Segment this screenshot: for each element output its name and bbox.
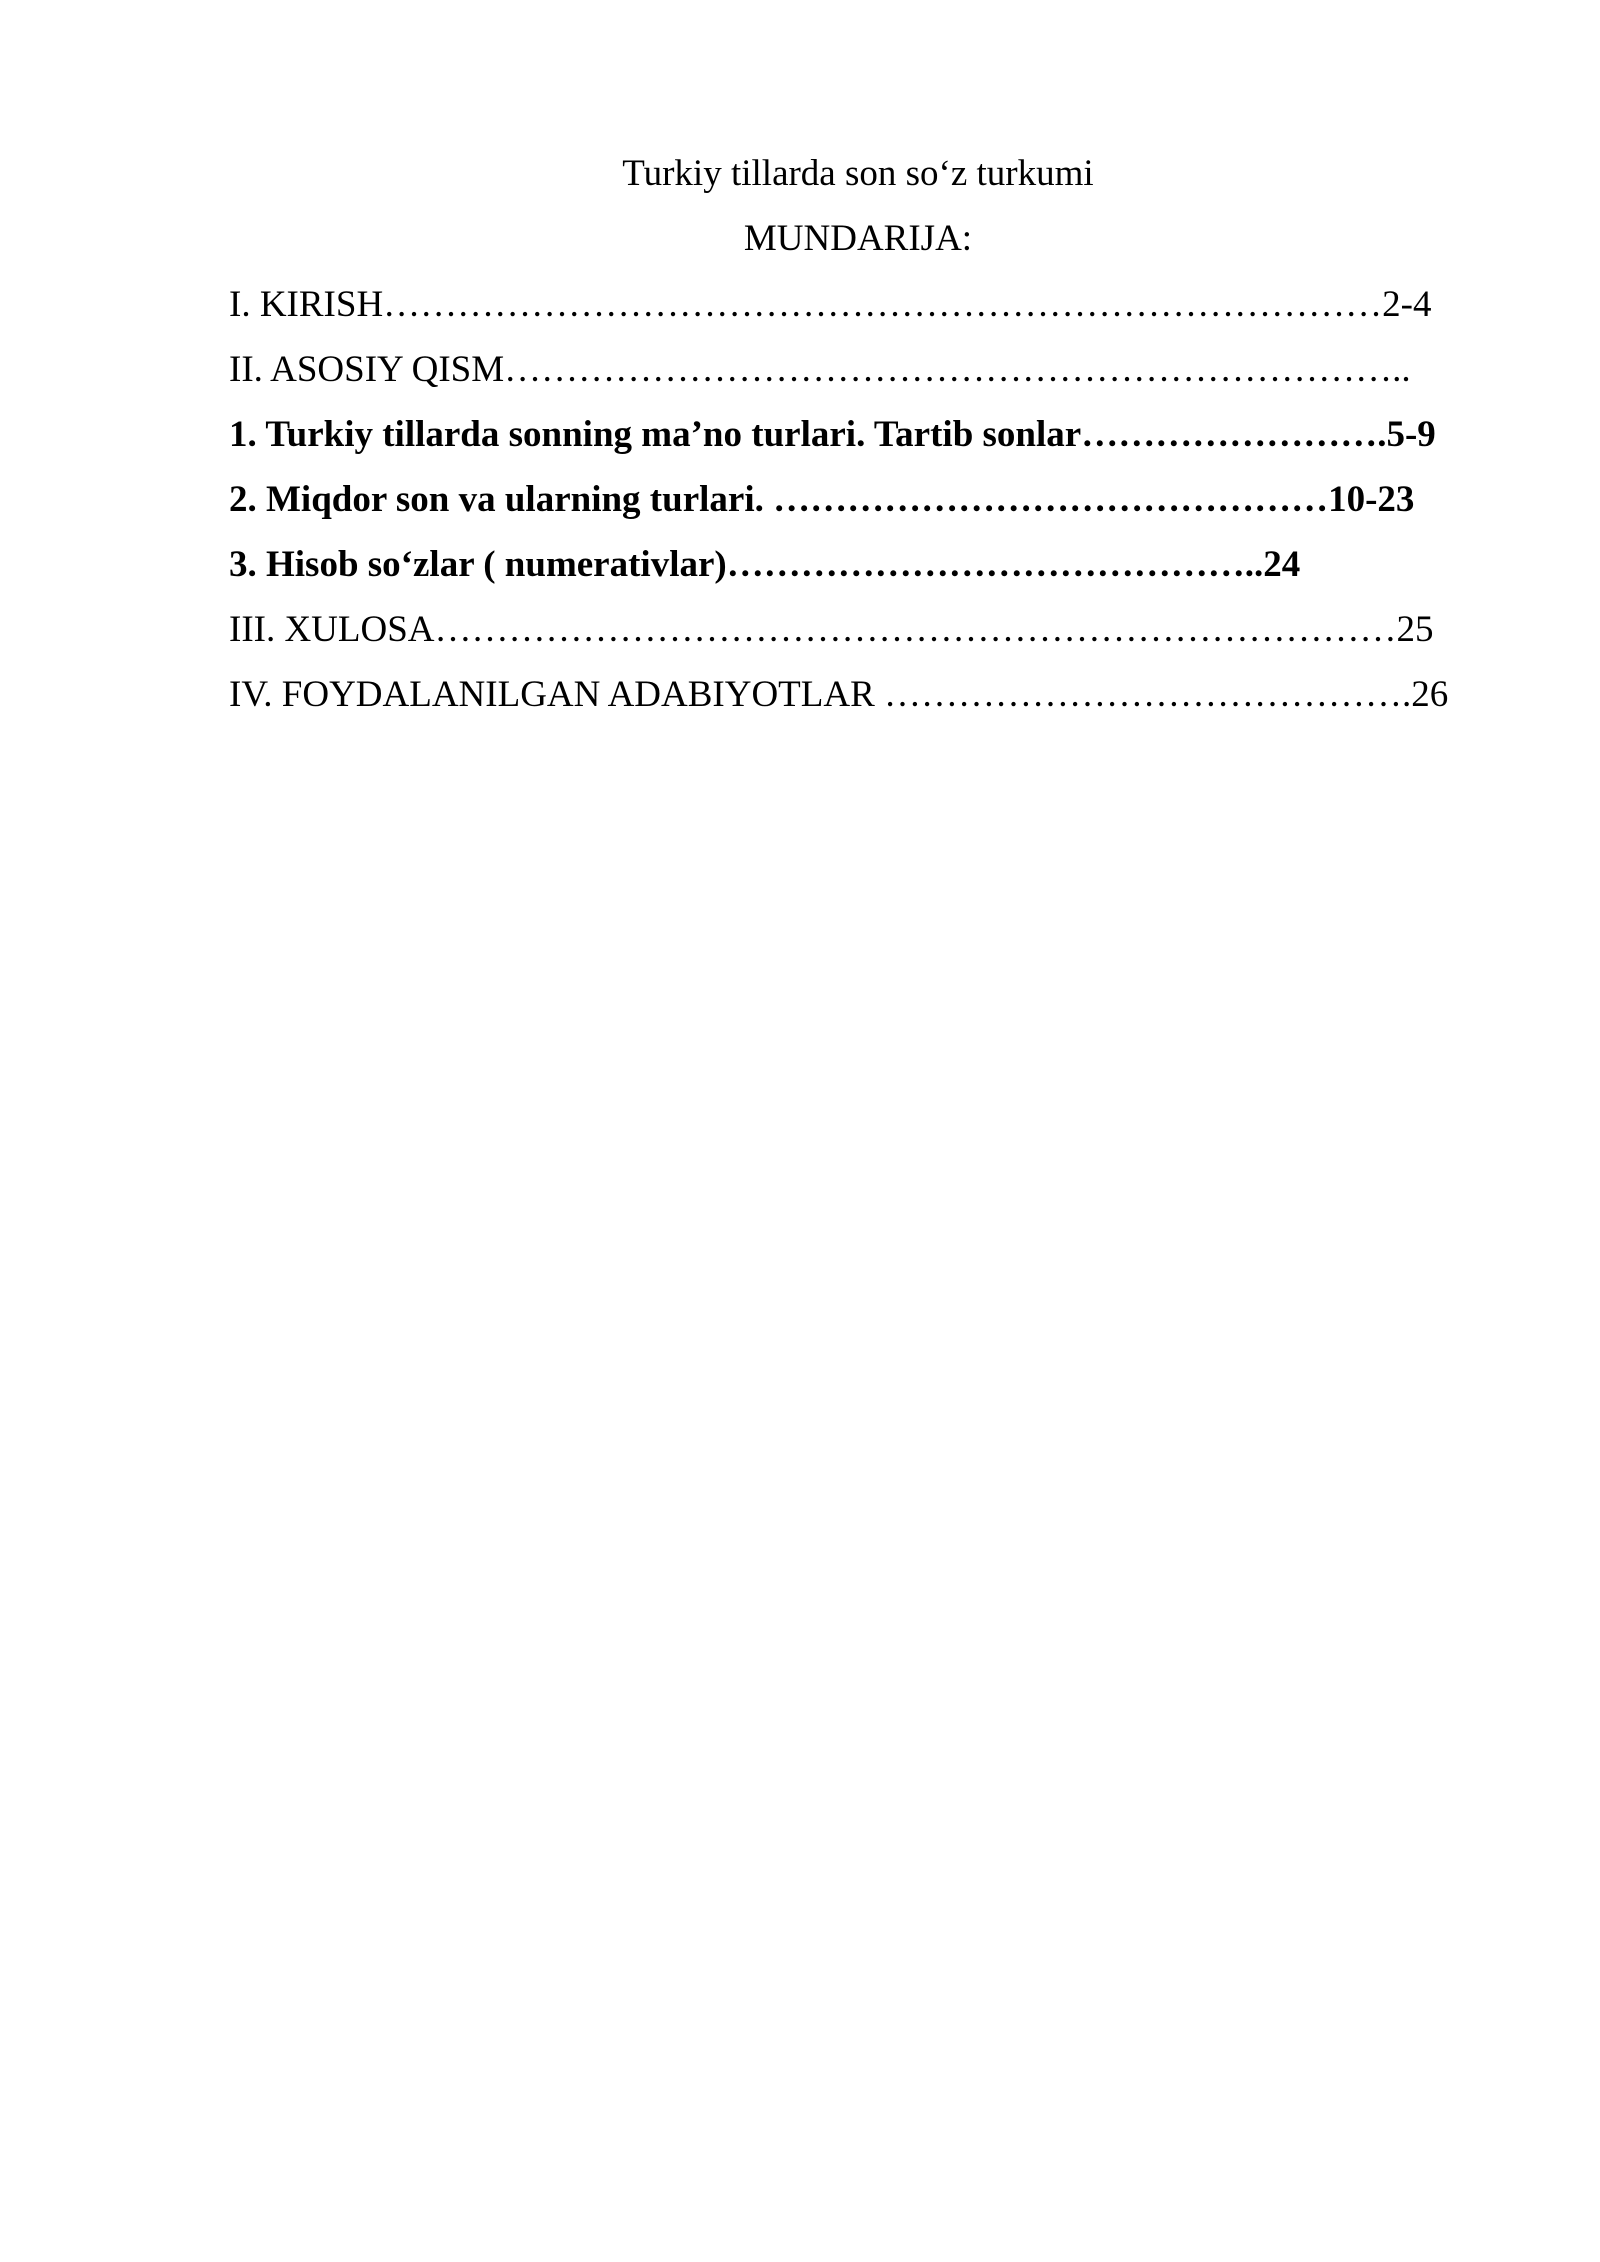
toc-entry-page: 10-23 [1328, 479, 1415, 520]
toc-entry-label: II. ASOSIY QISM [229, 349, 505, 390]
toc-entry-page: 24 [1263, 544, 1301, 585]
toc-entry-section-1 [229, 411, 1436, 459]
toc-entry-label: 3. Hisob so‘zlar ( numerativlar) [229, 544, 727, 585]
toc-entry-leader: ……………………. [1081, 414, 1387, 455]
toc-heading: MUNDARIJA: [743, 218, 973, 259]
toc-entry-section-2 [229, 476, 1414, 524]
toc-entry-label: I. KIRISH [229, 284, 384, 325]
toc-entry-leader: …………………………………….. [726, 544, 1264, 585]
toc-entry-label: 2. Miqdor son va ularning turlari. [229, 479, 774, 520]
toc-entry-page: 5-9 [1386, 414, 1436, 455]
toc-entry-adabiyotlar [229, 671, 1448, 719]
toc-entry-page: 26 [1411, 674, 1449, 715]
toc-entry-label: IV. FOYDALANILGAN ADABIYOTLAR [229, 674, 885, 715]
toc-entry-leader: ……………………………………………………………….. [504, 349, 1411, 390]
toc-entry-page: 25 [1396, 609, 1434, 650]
toc-entry-leader: …………………………………………………………………… [434, 609, 1397, 650]
toc-entry-label: III. XULOSA [229, 609, 435, 650]
toc-entry-kirish [229, 281, 1432, 329]
toc-entry-asosiy-qism [229, 346, 1411, 394]
toc-entry-page: 2-4 [1382, 284, 1432, 325]
toc-entry-leader: ……………………………………… [773, 479, 1329, 520]
toc-entry-section-3 [229, 541, 1300, 589]
toc-entry-leader: ……………………………………………………………………… [383, 284, 1383, 325]
toc-entry-label: 1. Turkiy tillarda sonning ma’no turlari. Tartib sonlar [229, 414, 1082, 455]
document-title: Turkiy tillarda son so‘z turkumi [622, 153, 1094, 194]
toc-entry-leader: ……………………………………. [884, 674, 1412, 715]
toc-entry-xulosa [229, 606, 1434, 654]
